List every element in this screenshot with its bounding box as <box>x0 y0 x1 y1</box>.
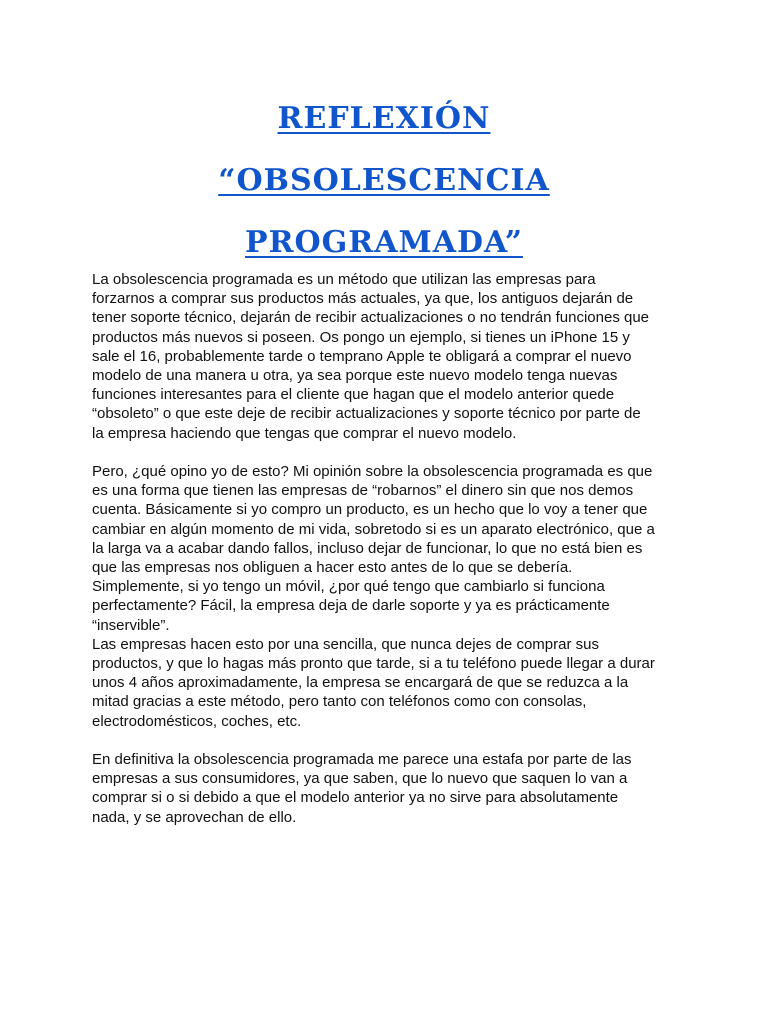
paragraph-line: Las empresas hacen esto por una sencilla, que nunca dejes de comprar sus <box>92 635 599 653</box>
paragraph-line: productos más nuevos si poseen. Os pongo un ejemplo, si tienes un iPhone 15 y <box>92 328 630 346</box>
paragraph-line: Simplemente, si yo tengo un móvil, ¿por qué tengo que cambiarlo si funciona <box>92 578 605 596</box>
paragraph-line: forzarnos a comprar sus productos más actuales, ya que, los antiguos dejarán de <box>92 290 634 308</box>
paragraph-line: es una forma que tienen las empresas de “robarnos” el dinero sin que nos demos <box>92 482 634 500</box>
paragraph-line: la larga va a acabar dando fallos, incluso dejar de funcionar, lo que no está bien es <box>92 539 643 557</box>
paragraph-line: La obsolescencia programada es un método que utilizan las empresas para <box>92 271 596 288</box>
paragraph-line: cambiar en algún momento de mi vida, sobretodo si es un aparato electrónico, que a <box>92 520 655 538</box>
document-title <box>0 88 768 274</box>
paragraph-line: Pero, ¿qué opino yo de esto? Mi opinión sobre la obsolescencia programada es que <box>92 463 653 481</box>
paragraph-line: perfectamente? Fácil, la empresa deja de darle soporte y ya es prácticamente <box>92 597 610 615</box>
paragraph-line: la empresa haciendo que tengas que comprar el nuevo modelo. <box>92 424 517 442</box>
paragraph-line: “obsoleto” o que este deje de recibir actualizaciones y soporte técnico por parte de <box>92 405 641 423</box>
paragraph-line: electrodomésticos, coches, etc. <box>92 712 302 730</box>
paragraph-line: tener soporte técnico, dejarán de recibir actualizaciones o no tendrán funciones que <box>92 309 650 327</box>
paragraph-line: En definitiva la obsolescencia programada me parece una estafa por parte de las <box>92 751 632 769</box>
paragraph-line: mitad gracias a este método, pero tanto con teléfonos como con consolas, <box>92 693 587 711</box>
paragraph-line: empresas a sus consumidores, ya que saben, que lo nuevo que saquen lo van a <box>92 770 628 788</box>
paragraph-spacer <box>92 731 692 750</box>
paragraph-line: que las empresas nos obliguen a hacer esto antes de lo que se debería. <box>92 559 573 577</box>
paragraph-line: sale el 16, probablemente tarde o temprano Apple te obligará a comprar el nuevo <box>92 347 632 365</box>
paragraph-2 <box>92 462 692 731</box>
paragraph-3 <box>92 750 692 827</box>
title-line-1: REFLEXIÓN <box>277 101 491 136</box>
paragraph-1 <box>92 270 692 443</box>
paragraph-line: funciones interesantes para el cliente que hagan que el modelo anterior quede <box>92 386 615 404</box>
paragraph-line: nada, y se aprovechan de ello. <box>92 808 297 826</box>
paragraph-line: productos, y que lo hagas más pronto que tarde, si a tu teléfono puede llegar a durar <box>92 655 655 673</box>
paragraph-line: unos 4 años aproximadamente, la empresa se encargará de que se reduzca a la <box>92 674 629 692</box>
title-line-3: PROGRAMADA” <box>245 225 523 260</box>
paragraph-line: cuenta. Básicamente si yo compro un producto, es un hecho que lo voy a tener que <box>92 501 648 519</box>
paragraph-line: “inservible”. <box>92 616 170 634</box>
title-line-2: “OBSOLESCENCIA <box>218 163 550 198</box>
paragraph-line: modelo de una manera u otra, ya sea porque este nuevo modelo tenga nuevas <box>92 367 618 385</box>
paragraph-line: comprar si o si debido a que el modelo anterior ya no sirve para absolutamente <box>92 789 619 807</box>
paragraph-spacer <box>92 443 692 462</box>
document-body <box>92 270 692 827</box>
